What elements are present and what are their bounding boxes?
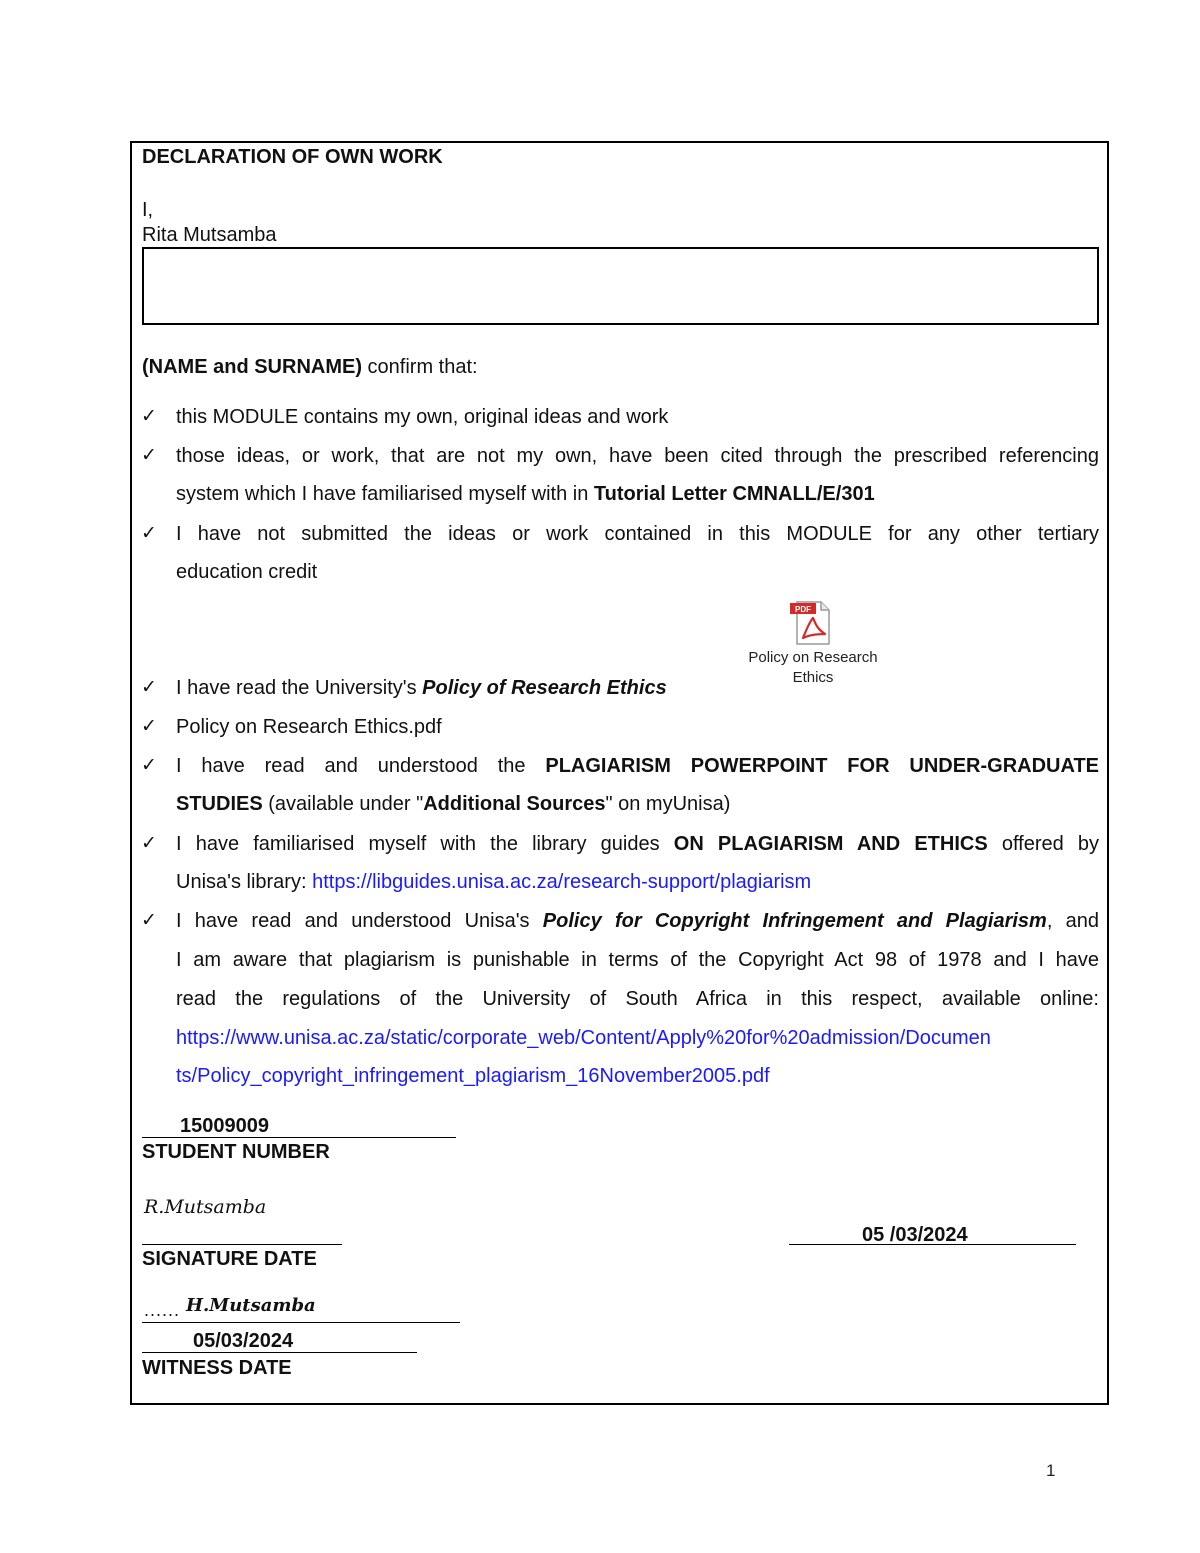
- name-label: (NAME and SURNAME): [142, 356, 362, 378]
- item-text: I have familiarised myself with the library guides: [176, 833, 674, 855]
- list-item: [176, 832, 1099, 856]
- confirm-text: confirm that:: [362, 356, 478, 378]
- policy-name: Policy of Research Ethics: [422, 677, 667, 699]
- witness-date-label: WITNESS DATE: [142, 1357, 292, 1379]
- list-item-continuation: [176, 482, 1099, 506]
- witness-date-line: [142, 1352, 417, 1353]
- name-box: [142, 247, 1099, 325]
- check-icon: ✓: [141, 755, 157, 776]
- form-title: DECLARATION OF OWN WORK: [142, 146, 443, 168]
- copyright-policy-link[interactable]: ts/Policy_copyright_infringement_plagiarism_16November2005.pdf: [176, 1065, 770, 1087]
- list-item-continuation: [176, 792, 1099, 816]
- caption-line: Policy on Research: [748, 649, 878, 666]
- pdf-label: PDF: [795, 605, 811, 614]
- copyright-policy: Policy for Copyright Infringement and Plagiarism: [542, 910, 1047, 932]
- list-item: [176, 754, 1099, 778]
- check-icon: ✓: [141, 677, 157, 698]
- student-signature: R.Mutsamba: [144, 1196, 267, 1218]
- witness-signature-line: [142, 1322, 460, 1323]
- item-text: STUDIES: [176, 793, 263, 815]
- list-item: those ideas, or work, that are not my own, have been cited through the prescribed referencing: [176, 445, 1099, 467]
- item-text: I have read and understood the: [176, 755, 546, 777]
- signature-line: [142, 1244, 342, 1245]
- pdf-file-icon[interactable]: [789, 600, 835, 646]
- copyright-policy-link[interactable]: https://www.unisa.ac.za/static/corporate_web/Content/Apply%20for%20admission/Documen: [176, 1027, 991, 1049]
- item-text: Unisa's library:: [176, 871, 313, 893]
- list-item-continuation: I am aware that plagiarism is punishable in terms of the Copyright Act 98 of 1978 and I have: [176, 949, 1099, 971]
- check-icon: ✓: [141, 406, 157, 427]
- list-item-continuation: read the regulations of the University of South Africa in this respect, available online:: [176, 988, 1099, 1010]
- list-item: [176, 909, 1099, 933]
- tutorial-letter: Tutorial Letter CMNALL/E/301: [593, 483, 875, 505]
- check-icon: ✓: [141, 445, 157, 466]
- library-guides: ON PLAGIARISM AND ETHICS: [673, 833, 988, 855]
- check-icon: ✓: [141, 833, 157, 854]
- list-item-continuation: education credit: [176, 561, 318, 583]
- additional-sources: Additional Sources: [423, 793, 606, 815]
- signature-date-value: 05 /03/2024: [862, 1224, 968, 1246]
- list-item: this MODULE contains my own, original ideas and work: [176, 406, 669, 428]
- item-text: " on myUnisa): [605, 793, 731, 815]
- item-text: , and: [1046, 910, 1100, 932]
- list-item: Policy on Research Ethics.pdf: [176, 716, 442, 738]
- item-text: system which I have familiarised myself with in: [176, 483, 594, 505]
- libguides-link[interactable]: https://libguides.unisa.ac.za/research-support/plagiarism: [312, 871, 812, 893]
- list-item: [176, 676, 1099, 700]
- witness-date-value: 05/03/2024: [193, 1330, 294, 1352]
- signature-date-label: SIGNATURE DATE: [142, 1248, 317, 1270]
- list-item: I have not submitted the ideas or work contained in this MODULE for any other tertiary: [176, 523, 1099, 545]
- item-text: I have read the University's: [176, 677, 423, 699]
- student-number-label: STUDENT NUMBER: [142, 1141, 330, 1163]
- list-item-continuation: [176, 870, 1099, 894]
- student-number-value: 15009009: [180, 1115, 269, 1137]
- witness-signature: H.Mutsamba: [186, 1295, 316, 1316]
- student-name: Rita Mutsamba: [142, 224, 277, 246]
- witness-dots: ......: [144, 1300, 181, 1320]
- item-text: offered by: [987, 833, 1100, 855]
- check-icon: ✓: [141, 716, 157, 737]
- item-text: I have read and understood Unisa's: [176, 910, 543, 932]
- confirm-line: [142, 355, 478, 379]
- check-icon: ✓: [141, 523, 157, 544]
- item-text: (available under ": [262, 793, 424, 815]
- check-icon: ✓: [141, 910, 157, 931]
- powerpoint-title: PLAGIARISM POWERPOINT FOR UNDER-GRADUATE: [545, 755, 1099, 777]
- caption-line: Ethics: [792, 669, 834, 686]
- intro-text: I,: [142, 199, 154, 221]
- page-number: 1: [1046, 1461, 1056, 1480]
